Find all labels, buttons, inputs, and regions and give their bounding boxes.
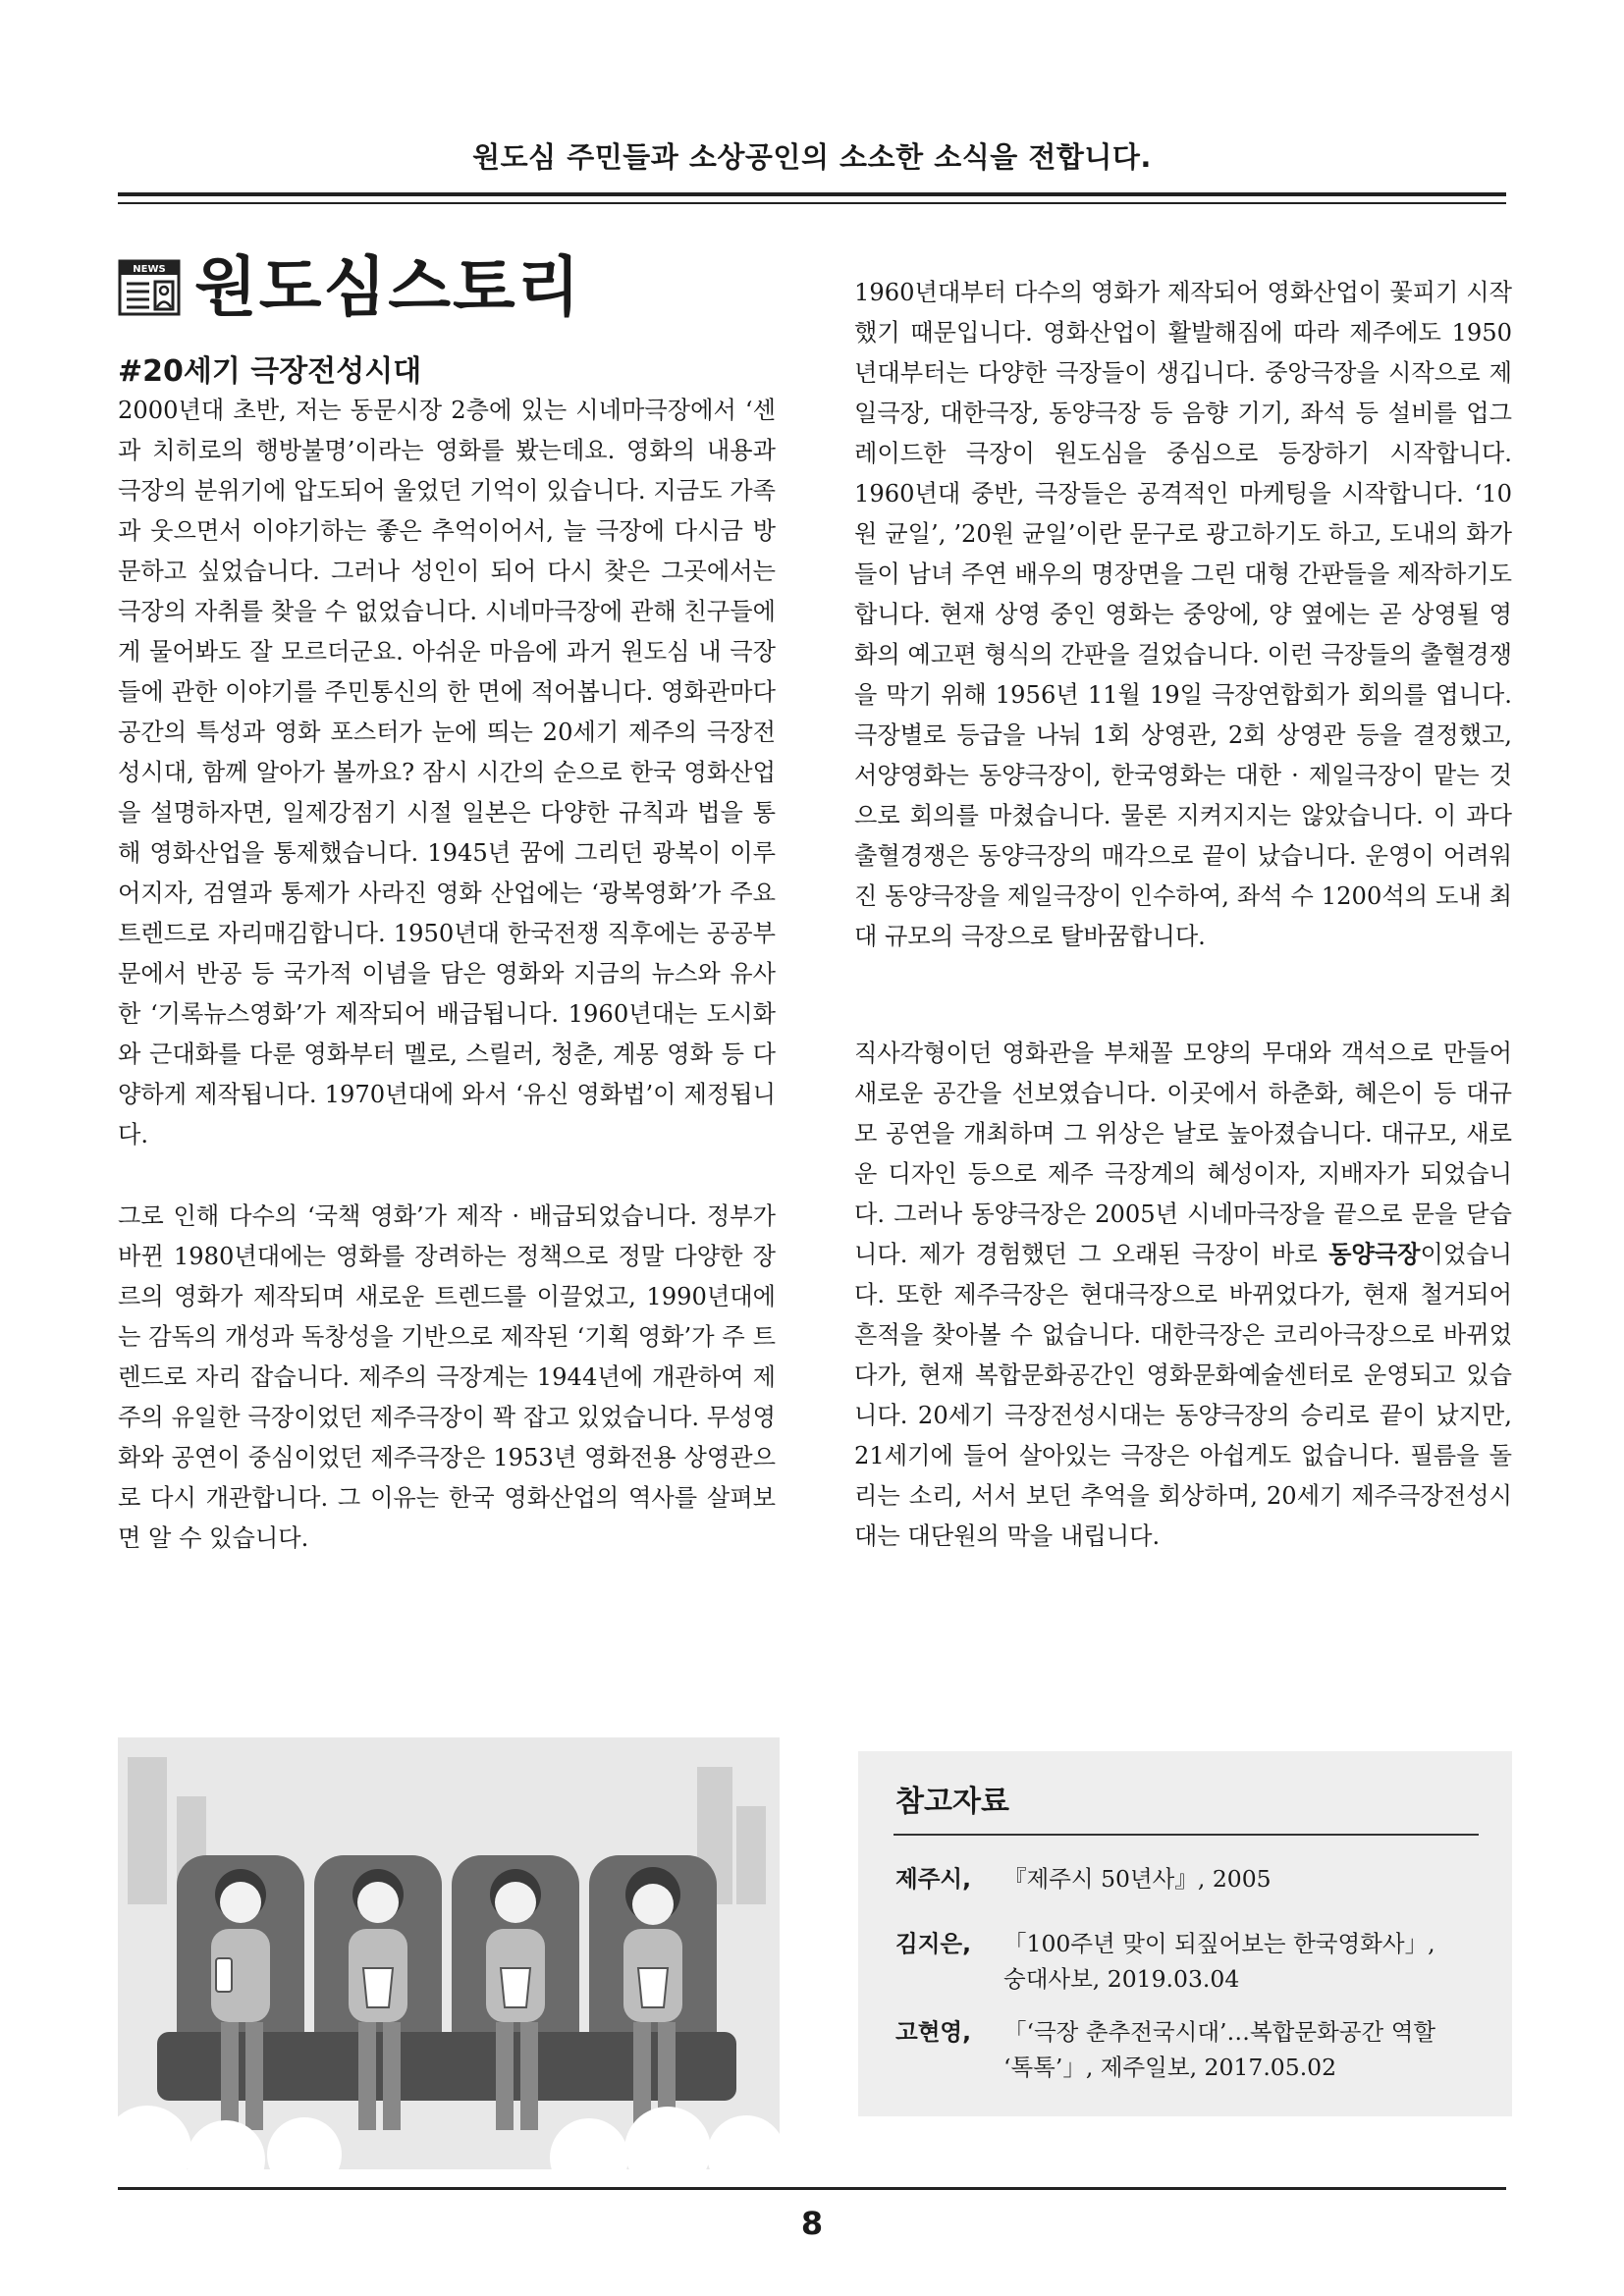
news-icon xyxy=(118,259,181,316)
reference-author: 김지은, xyxy=(895,1930,972,1957)
reference-item xyxy=(895,2014,1435,2085)
references-box xyxy=(858,1751,1512,2116)
footer-rule xyxy=(118,2187,1506,2190)
header-rule-thin xyxy=(118,202,1506,204)
article-paragraph: 2000년대 초반, 저는 동문시장 2층에 있는 시네마극장에서 ‘센과 치히로의 행방불명’이라는 영화를 봤는데요. 영화의 내용과 극장의 분위기에 압도되어 울었던 기억이 있습니다. 지금도 가족과 웃으면서 이야기하는 좋은 추억이어서, 늘 극장에 다시금 방문하고 싶었습니다. 그러나 성인이 되어 다시 찾은 그곳에서는 극장의 자취를 찾을 수 없었습니다. 시네마극장에 관해 친구들에게 물어봐도 잘 모르더군요. 아쉬운 마음에 과거 원도심 내 극장들에 관한 이야기를 주민통신의 한 면에 적어봅니다. 영화관마다 공간의 특성과 영화 포스터가 눈에 띄는 20세기 제주의 극장전성시대, 함께 알아가 볼까요? 잠시 시간의 순으로 한국 영화산업을 설명하자면, 일제강점기 시절 일본은 다양한 규칙과 법을 통해 영화산업을 통제했습니다. 1945년 꿈에 그리던 광복이 이루어지자, 검열과 통제가 사라진 영화 산업에는 ‘광복영화’가 주요 트렌드로 자리매김합니다. 1950년대 한국전쟁 직후에는 공공부문에서 반공 등 국가적 이념을 담은 영화와 지금의 뉴스와 유사한 ‘기록뉴스영화’가 제작되어 배급됩니다. 1960년대는 도시화와 근대화를 다룬 영화부터 멜로, 스릴러, 청춘, 계몽 영화 등 다양하게 제작됩니다. 1970년대에 와서 ‘유신 영화법’이 제정됩니다. xyxy=(118,397,776,1148)
article-text: 이었습니다. 또한 제주극장은 현대극장으로 바뀌었다가, 현재 철거되어 흔적을 찾아볼 수 없습니다. 대한극장은 코리아극장으로 바뀌었다가, 현재 복합문화공간인 영화문화예술센터로 운영되고 있습니다. 20세기 극장전성시대는 동양극장의 승리로 끝이 났지만, 21세기에 들어 살아있는 극장은 아쉽게도 없습니다. 필름을 돌리는 소리, 서서 보던 추억을 회상하며, 20세기 제주극장전성시대는 대단원의 막을 내립니다. xyxy=(854,1241,1512,1550)
article-text: 직사각형이던 영화관을 부채꼴 모양의 무대와 객석으로 만들어 새로운 공간을 선보였습니다. 이곳에서 하춘화, 혜은이 등 대규모 공연을 개최하며 그 위상은 날로 높아졌습니다. 대규모, 새로운 디자인 등으로 제주 극장계의 혜성이자, 지배자가 되었습니다. 그러나 동양극장은 2005년 시네마극장을 끝으로 문을 닫습니다. 제가 경험했던 그 오래된 극장이 바로 xyxy=(854,1040,1512,1268)
reference-title: 『제주시 50년사』, 2005 xyxy=(1003,1865,1272,1893)
page-title: 원도심스토리 xyxy=(194,249,582,325)
article-text-bold: 동양극장 xyxy=(1328,1241,1421,1268)
news-icon-label: NEWS xyxy=(133,264,166,275)
reference-author: 제주시, xyxy=(895,1865,972,1893)
cinema-audience-illustration xyxy=(118,1737,780,2169)
article-paragraph xyxy=(854,1034,1512,1557)
reference-title: 「100주년 맞이 되짚어보는 한국영화사」, xyxy=(1003,1930,1435,1957)
references-rule xyxy=(893,1834,1479,1836)
section-heading: #20세기 극장전성시대 xyxy=(118,354,422,389)
reference-author: 고현영, xyxy=(895,2018,972,2046)
left-column xyxy=(118,243,776,1559)
header-tagline: 원도심 주민들과 소상공인의 소소한 소식을 전합니다. xyxy=(472,140,1152,174)
reference-title: 「‘극장 춘추전국시대’…복합문화공간 역할 xyxy=(1003,2018,1436,2046)
article-paragraph: 그로 인해 다수의 ‘국책 영화’가 제작 · 배급되었습니다. 정부가 바뀐 1980년대에는 영화를 장려하는 정책으로 정말 다양한 장르의 영화가 제작되며 새로운 트렌드를 이끌었고, 1990년대에는 감독의 개성과 독창성을 기반으로 제작된 ‘기획 영화’가 주 트렌드로 자리 잡습니다. 제주의 극장계는 1944년에 개관하여 제주의 유일한 극장이었던 제주극장이 꽉 잡고 있었습니다. 무성영화와 공연이 중심이었던 제주극장은 1953년 영화전용 상영관으로 다시 개관합니다. 그 이유는 한국 영화산업의 역사를 살펴보면 알 수 있습니다. xyxy=(118,1202,776,1552)
page-number: 8 xyxy=(800,2205,824,2242)
reference-item xyxy=(895,1926,1435,1997)
reference-source: 숭대사보, 2019.03.04 xyxy=(1003,1965,1240,1993)
right-column xyxy=(854,273,1512,1557)
references-title: 참고자료 xyxy=(895,1785,1009,1819)
reference-source: ‘톡톡’」, 제주일보, 2017.05.02 xyxy=(1003,2054,1337,2081)
title-row xyxy=(118,243,776,332)
article-paragraph: 1960년대부터 다수의 영화가 제작되어 영화산업이 꽃피기 시작했기 때문입니다. 영화산업이 활발해짐에 따라 제주에도 1950년대부터는 다양한 극장들이 생깁니다. 중앙극장을 시작으로 제일극장, 대한극장, 동양극장 등 음향 기기, 좌석 등 설비를 업그레이드한 극장이 원도심을 중심으로 등장하기 시작합니다. 1960년대 중반, 극장들은 공격적인 마케팅을 시작합니다. ‘10원 균일’, ’20원 균일’이란 문구로 광고하기도 하고, 도내의 화가들이 남녀 주연 배우의 명장면을 그린 대형 간판들을 제작하기도 합니다. 현재 상영 중인 영화는 중앙에, 양 옆에는 곧 상영될 영화의 예고편 형식의 간판을 걸었습니다. 이런 극장들의 출혈경쟁을 막기 위해 1956년 11월 19일 극장연합회가 회의를 엽니다. 극장별로 등급을 나눠 1회 상영관, 2회 상영관 등을 결정했고, 서양영화는 동양극장이, 한국영화는 대한 · 제일극장이 맡는 것으로 회의를 마쳤습니다. 물론 지켜지지는 않았습니다. 이 과다 출혈경쟁은 동양극장의 매각으로 끝이 났습니다. 운영이 어려워진 동양극장을 제일극장이 인수하여, 좌석 수 1200석의 도내 최대 규모의 극장으로 탈바꿈합니다. xyxy=(854,279,1512,950)
reference-item xyxy=(895,1861,1272,1896)
header-rule-thick xyxy=(118,192,1506,196)
